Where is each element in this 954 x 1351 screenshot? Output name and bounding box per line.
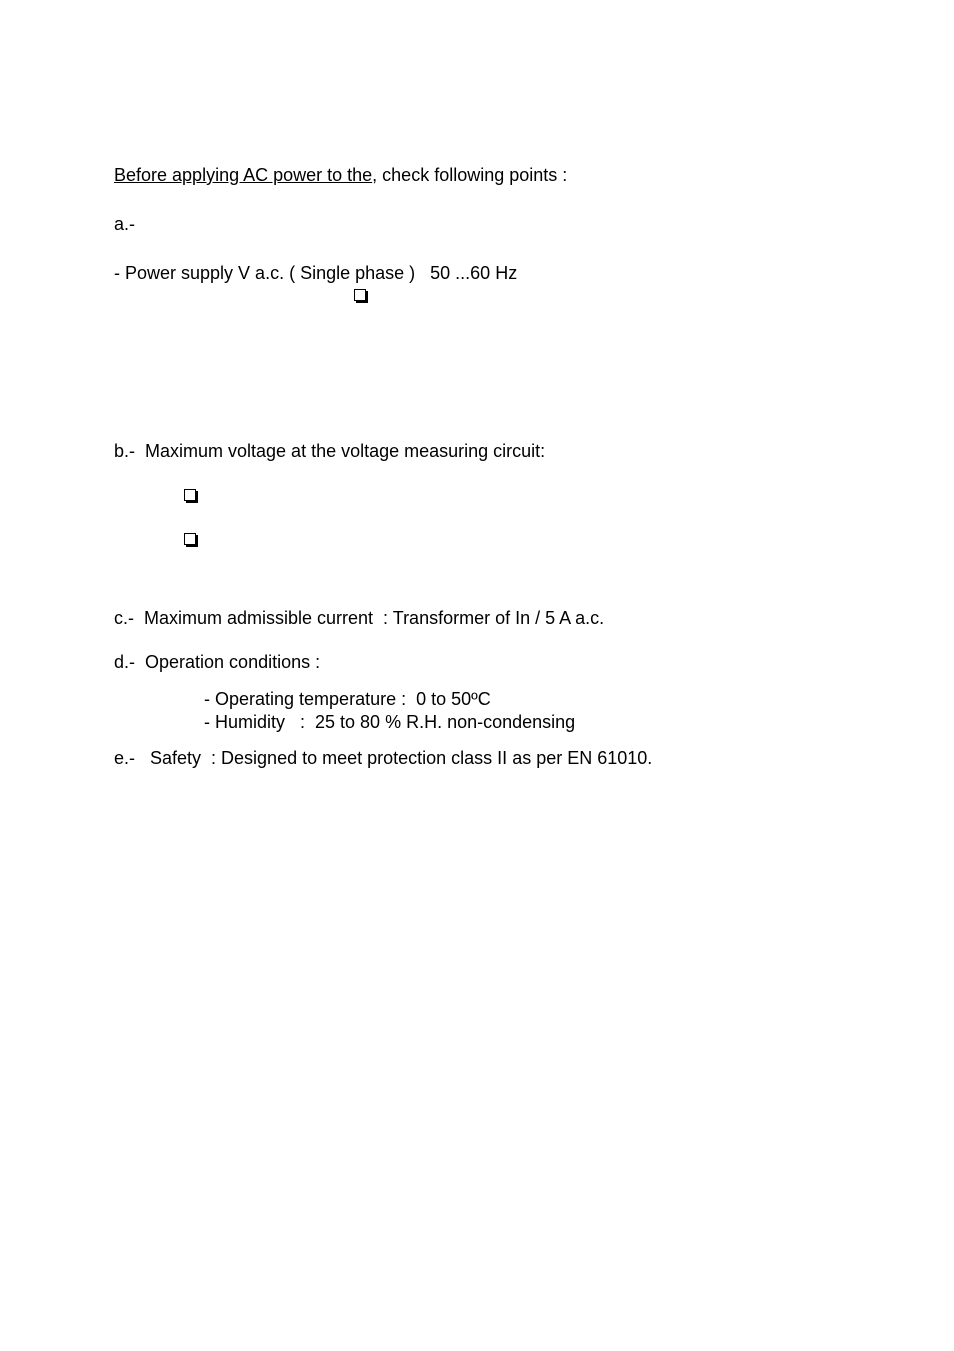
item-b-text: b.- Maximum voltage at the voltage measuring circuit:	[114, 441, 546, 461]
intro-underlined-text: Before applying AC power to the	[114, 165, 373, 185]
checkbox-voltage-option-1[interactable]	[184, 489, 196, 501]
item-a-label: a.-	[114, 214, 136, 234]
checkbox-voltage-option-2[interactable]	[184, 533, 196, 545]
checkbox-power-supply[interactable]	[354, 289, 366, 301]
intro-rest-text: , check following points :	[372, 165, 568, 185]
item-a-power-supply: - Power supply V a.c. ( Single phase ) 50 ...60 Hz	[114, 263, 518, 283]
item-d-humidity: - Humidity : 25 to 80 % R.H. non-condensing	[204, 712, 576, 732]
intro-line	[114, 164, 567, 186]
item-c-text: c.- Maximum admissible current : Transformer of In / 5 A a.c.	[114, 608, 605, 628]
item-d-text: d.- Operation conditions :	[114, 652, 321, 672]
item-d-temperature: - Operating temperature : 0 to 50ºC	[204, 689, 491, 709]
item-e-text: e.- Safety : Designed to meet protection class II as per EN 61010.	[114, 748, 653, 768]
